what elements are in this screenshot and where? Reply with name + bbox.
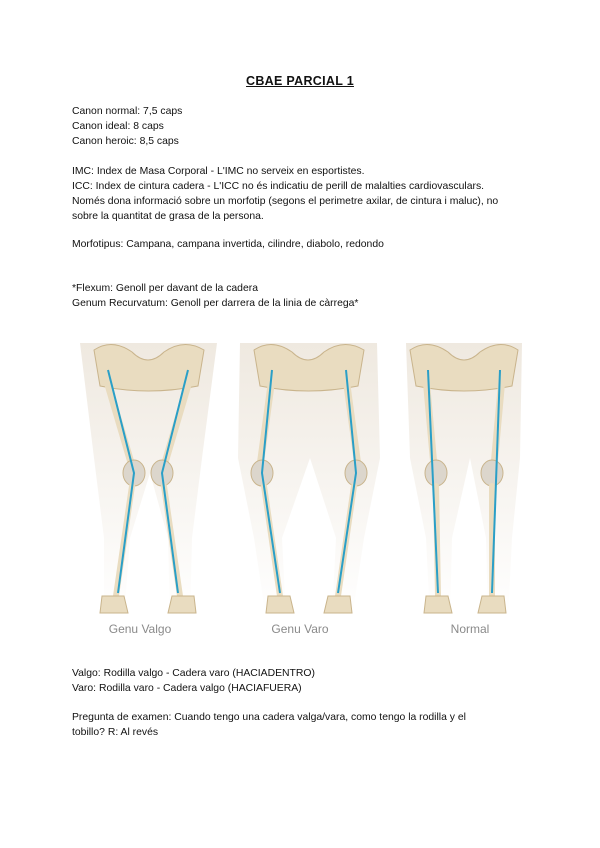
recurvatum-line: Genum Recurvatum: Genoll per darrera de la linia de càrrega*: [72, 298, 359, 309]
caption-genu-varo: Genu Varo: [271, 622, 329, 636]
genu-valgo-illustration: [80, 343, 217, 618]
leg-alignment-figure: [72, 338, 528, 650]
exam-question-line: Pregunta de examen: Cuando tengo una cadera valga/vara, como tengo la rodilla y el: [72, 712, 466, 723]
canon-normal: Canon normal: 7,5 caps: [72, 106, 183, 117]
canon-ideal: Canon ideal: 8 caps: [72, 121, 164, 132]
morfotipus-line: Morfotipus: Campana, campana invertida, cilindre, diabolo, redondo: [72, 239, 384, 250]
genu-varo-illustration: [238, 343, 380, 618]
grasa-line: sobre la quantitat de grasa de la persona.: [72, 211, 264, 222]
valgo-line: Valgo: Rodilla valgo - Cadera varo (HACIADENTRO): [72, 668, 315, 679]
caption-genu-valgo: Genu Valgo: [108, 622, 172, 636]
page-title: CBAE PARCIAL 1: [246, 74, 354, 88]
imc-line: IMC: Index de Masa Corporal - L'IMC no serveix en esportistes.: [72, 166, 365, 177]
morfotip-line: Només dona informació sobre un morfotip (segons el perimetre axilar, de cintura i maluc), no: [72, 196, 499, 207]
normal-illustration: [406, 343, 522, 618]
exam-answer-line: tobillo? R: Al revés: [72, 727, 159, 738]
flexum-line: *Flexum: Genoll per davant de la cadera: [72, 283, 258, 294]
canon-heroic: Canon heroic: 8,5 caps: [72, 136, 179, 147]
icc-line: ICC: Index de cintura cadera - L'ICC no és indicatiu de perill de malalties cardiovasculars.: [72, 181, 485, 192]
caption-normal: Normal: [450, 622, 490, 636]
varo-line: Varo: Rodilla varo - Cadera valgo (HACIAFUERA): [72, 683, 302, 694]
